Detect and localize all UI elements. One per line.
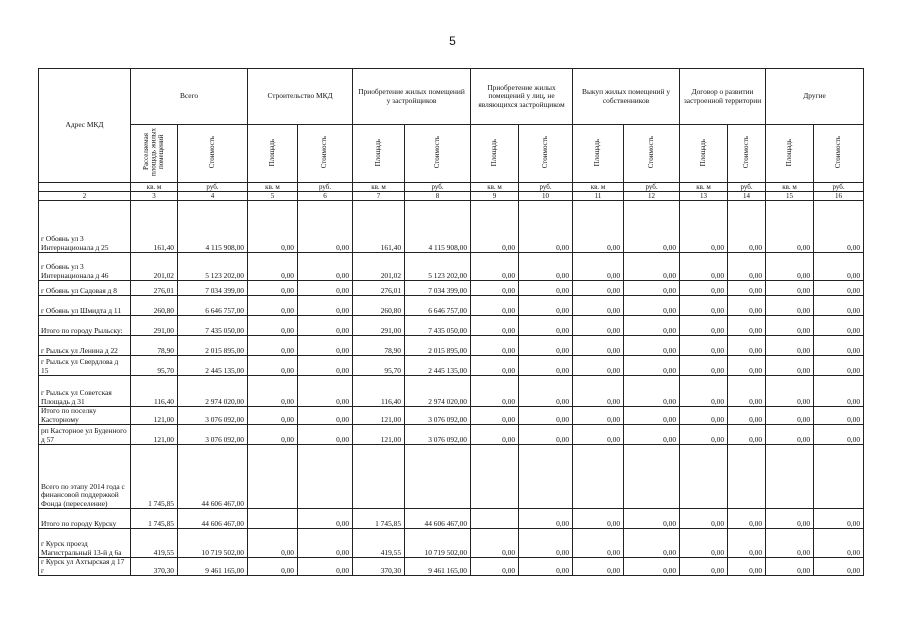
value-cell: 0,00 — [766, 201, 814, 253]
value-cell: 0,00 — [471, 356, 519, 376]
column-number-row — [39, 192, 864, 201]
value-cell: 44 606 467,00 — [178, 509, 248, 529]
value-cell: 0,00 — [519, 336, 573, 356]
address-cell: рп Касторное ул Буденного д 57 — [39, 425, 131, 445]
address-cell: Итого по городу Курску — [39, 509, 131, 529]
table-row — [39, 296, 864, 316]
group-header: Выкуп жилых помещений у собственников — [573, 69, 680, 125]
address-cell: г Обоянь ул 3 Интернационала д 25 — [39, 201, 131, 253]
value-cell: 121,00 — [131, 407, 178, 425]
value-cell: 0,00 — [298, 529, 353, 558]
unit-cell: руб. — [624, 183, 680, 192]
value-cell: 0,00 — [471, 281, 519, 296]
value-cell: 7 435 050,00 — [178, 316, 248, 336]
value-cell: 0,00 — [814, 316, 864, 336]
sub-header-label: Площадь — [267, 138, 276, 166]
page-number: 5 — [449, 34, 456, 48]
value-cell: 0,00 — [728, 316, 766, 336]
value-cell: 0,00 — [298, 356, 353, 376]
value-cell: 0,00 — [573, 529, 624, 558]
value-cell: 0,00 — [680, 201, 728, 253]
value-cell: 9 461 165,00 — [405, 558, 471, 576]
value-cell: 0,00 — [573, 296, 624, 316]
address-cell: г Обоянь ул Садовая д 8 — [39, 281, 131, 296]
value-cell: 0,00 — [680, 253, 728, 281]
value-cell: 78,90 — [353, 336, 405, 356]
value-cell: 7 034 399,00 — [405, 281, 471, 296]
value-cell: 0,00 — [728, 296, 766, 316]
group-header: Строительство МКД — [248, 69, 353, 125]
column-number-cell: 11 — [573, 192, 624, 201]
value-cell: 0,00 — [519, 356, 573, 376]
value-cell: 0,00 — [519, 529, 573, 558]
value-cell: 161,40 — [131, 201, 178, 253]
value-cell: 0,00 — [766, 407, 814, 425]
value-cell: 0,00 — [519, 201, 573, 253]
value-cell: 0,00 — [471, 376, 519, 407]
sub-header-cell — [680, 125, 728, 183]
value-cell: 0,00 — [814, 558, 864, 576]
value-cell: 0,00 — [248, 529, 298, 558]
unit-cell: кв. м — [680, 183, 728, 192]
value-cell: 0,00 — [519, 509, 573, 529]
sub-header-label: Стоимость — [833, 136, 842, 169]
column-number-cell: 13 — [680, 192, 728, 201]
value-cell: 2 445 135,00 — [178, 356, 248, 376]
value-cell: 0,00 — [471, 336, 519, 356]
sub-header-label: Стоимость — [207, 136, 216, 169]
sub-header-label: Площадь — [698, 138, 707, 166]
table-row — [39, 253, 864, 281]
value-cell: 0,00 — [624, 425, 680, 445]
column-number-cell: 12 — [624, 192, 680, 201]
value-cell: 0,00 — [573, 201, 624, 253]
value-cell: 0,00 — [624, 509, 680, 529]
value-cell: 0,00 — [766, 253, 814, 281]
column-number-cell: 14 — [728, 192, 766, 201]
value-cell: 7 034 399,00 — [178, 281, 248, 296]
value-cell — [728, 445, 766, 509]
value-cell: 291,00 — [353, 316, 405, 336]
group-header: Всего — [131, 69, 248, 125]
value-cell: 0,00 — [298, 253, 353, 281]
value-cell: 0,00 — [814, 356, 864, 376]
value-cell — [519, 445, 573, 509]
value-cell: 0,00 — [471, 558, 519, 576]
value-cell — [353, 445, 405, 509]
value-cell: 95,70 — [353, 356, 405, 376]
value-cell: 0,00 — [680, 296, 728, 316]
value-cell: 0,00 — [298, 316, 353, 336]
value-cell: 3 076 092,00 — [178, 407, 248, 425]
value-cell: 6 646 757,00 — [405, 296, 471, 316]
address-cell: г Обоянь ул 3 Интернационала д 46 — [39, 253, 131, 281]
resettlement-table-sheet — [38, 68, 863, 576]
value-cell: 0,00 — [248, 253, 298, 281]
table-row — [39, 281, 864, 296]
sub-header-label: Стоимость — [432, 136, 441, 169]
column-number-cell: 8 — [405, 192, 471, 201]
value-cell: 0,00 — [248, 201, 298, 253]
value-cell: 161,40 — [353, 201, 405, 253]
sub-header-label: Стоимость — [540, 136, 549, 169]
unit-cell: кв. м — [248, 183, 298, 192]
sub-header-label: Площадь — [593, 138, 602, 166]
value-cell: 1 745,85 — [353, 509, 405, 529]
group-header: Приобретение жилых помещений у лиц, не являющихся застройщиком — [471, 69, 573, 125]
value-cell: 0,00 — [814, 296, 864, 316]
unit-cell: руб. — [814, 183, 864, 192]
value-cell: 0,00 — [298, 558, 353, 576]
value-cell: 0,00 — [298, 281, 353, 296]
value-cell: 0,00 — [298, 407, 353, 425]
value-cell: 370,30 — [131, 558, 178, 576]
resettlement-table — [38, 68, 864, 576]
value-cell: 260,80 — [353, 296, 405, 316]
value-cell — [573, 445, 624, 509]
value-cell: 10 719 502,00 — [178, 529, 248, 558]
unit-cell: руб. — [728, 183, 766, 192]
value-cell: 0,00 — [728, 356, 766, 376]
value-cell: 0,00 — [471, 253, 519, 281]
value-cell: 2 015 895,00 — [405, 336, 471, 356]
value-cell: 0,00 — [766, 529, 814, 558]
table-row — [39, 376, 864, 407]
value-cell: 0,00 — [728, 407, 766, 425]
value-cell: 0,00 — [680, 425, 728, 445]
table-row — [39, 316, 864, 336]
table-row — [39, 336, 864, 356]
value-cell: 2 445 135,00 — [405, 356, 471, 376]
table-row — [39, 445, 864, 509]
value-cell: 0,00 — [680, 558, 728, 576]
value-cell: 370,30 — [353, 558, 405, 576]
column-number-cell: 10 — [519, 192, 573, 201]
value-cell: 5 123 202,00 — [178, 253, 248, 281]
value-cell: 0,00 — [624, 558, 680, 576]
value-cell: 4 115 908,00 — [178, 201, 248, 253]
value-cell: 0,00 — [248, 425, 298, 445]
column-number-cell: 4 — [178, 192, 248, 201]
value-cell: 0,00 — [573, 425, 624, 445]
sub-header-cell — [178, 125, 248, 183]
unit-cell: кв. м — [573, 183, 624, 192]
value-cell: 0,00 — [573, 356, 624, 376]
value-cell: 0,00 — [471, 316, 519, 336]
value-cell: 0,00 — [624, 316, 680, 336]
value-cell: 0,00 — [766, 296, 814, 316]
value-cell: 0,00 — [728, 376, 766, 407]
sub-header-label: Площадь — [373, 138, 382, 166]
value-cell: 0,00 — [298, 296, 353, 316]
sub-header-cell — [298, 125, 353, 183]
value-cell: 44 606 467,00 — [405, 509, 471, 529]
value-cell: 0,00 — [471, 425, 519, 445]
unit-cell: кв. м — [353, 183, 405, 192]
table-row — [39, 509, 864, 529]
value-cell: 5 123 202,00 — [405, 253, 471, 281]
value-cell: 0,00 — [573, 509, 624, 529]
sub-header-cell — [519, 125, 573, 183]
header-group-row — [39, 69, 864, 125]
sub-header-cell — [471, 125, 519, 183]
value-cell: 0,00 — [471, 407, 519, 425]
value-cell — [471, 509, 519, 529]
value-cell: 0,00 — [624, 407, 680, 425]
value-cell — [766, 445, 814, 509]
value-cell: 0,00 — [248, 356, 298, 376]
value-cell: 0,00 — [624, 356, 680, 376]
address-cell: Итого по поселку Касторному — [39, 407, 131, 425]
value-cell: 4 115 908,00 — [405, 201, 471, 253]
address-cell: г Курск проезд Магистральный 13-й д 6а — [39, 529, 131, 558]
value-cell: 0,00 — [471, 201, 519, 253]
address-cell: г Рыльск ул Свердлова д 15 — [39, 356, 131, 376]
value-cell: 0,00 — [728, 201, 766, 253]
value-cell: 0,00 — [728, 529, 766, 558]
value-cell: 2 015 895,00 — [178, 336, 248, 356]
column-number-cell: 2 — [39, 192, 131, 201]
value-cell: 0,00 — [471, 529, 519, 558]
value-cell: 116,40 — [131, 376, 178, 407]
value-cell: 116,40 — [353, 376, 405, 407]
value-cell: 0,00 — [624, 281, 680, 296]
value-cell: 0,00 — [814, 201, 864, 253]
address-cell: Всего по этапу 2014 года с финансовой поддержкой Фонда (переселение) — [39, 445, 131, 509]
value-cell: 0,00 — [624, 529, 680, 558]
value-cell: 0,00 — [519, 425, 573, 445]
value-cell: 0,00 — [766, 558, 814, 576]
table-row — [39, 356, 864, 376]
value-cell: 0,00 — [680, 376, 728, 407]
value-cell: 260,80 — [131, 296, 178, 316]
value-cell: 0,00 — [728, 558, 766, 576]
value-cell: 0,00 — [298, 509, 353, 529]
value-cell: 0,00 — [519, 281, 573, 296]
value-cell — [624, 445, 680, 509]
value-cell: 0,00 — [519, 253, 573, 281]
value-cell: 0,00 — [624, 376, 680, 407]
value-cell — [680, 445, 728, 509]
value-cell: 0,00 — [573, 376, 624, 407]
value-cell: 0,00 — [814, 529, 864, 558]
table-row — [39, 558, 864, 576]
sub-header-cell — [766, 125, 814, 183]
value-cell: 10 719 502,00 — [405, 529, 471, 558]
value-cell: 0,00 — [728, 281, 766, 296]
value-cell: 2 974 020,00 — [405, 376, 471, 407]
units-row — [39, 183, 864, 192]
address-cell: г Курск ул Ахтырская д 17 г — [39, 558, 131, 576]
value-cell: 44 606 467,00 — [178, 445, 248, 509]
value-cell: 0,00 — [471, 296, 519, 316]
value-cell: 0,00 — [814, 281, 864, 296]
value-cell: 0,00 — [248, 281, 298, 296]
unit-cell: руб. — [519, 183, 573, 192]
value-cell: 0,00 — [766, 425, 814, 445]
value-cell: 9 461 165,00 — [178, 558, 248, 576]
sub-header-cell — [573, 125, 624, 183]
value-cell: 0,00 — [680, 316, 728, 336]
sub-header-label: Площадь — [489, 138, 498, 166]
unit-cell: кв. м — [471, 183, 519, 192]
value-cell: 121,00 — [131, 425, 178, 445]
value-cell: 121,00 — [353, 407, 405, 425]
value-cell: 3 076 092,00 — [405, 425, 471, 445]
value-cell: 1 745,85 — [131, 445, 178, 509]
sub-header-cell — [353, 125, 405, 183]
column-number-cell: 3 — [131, 192, 178, 201]
sub-header-label: Расселяемая площадь жилых помещений — [141, 128, 165, 177]
unit-cell: руб. — [178, 183, 248, 192]
value-cell: 0,00 — [248, 296, 298, 316]
value-cell: 0,00 — [573, 316, 624, 336]
value-cell: 201,02 — [131, 253, 178, 281]
unit-cell: кв. м — [766, 183, 814, 192]
table-row — [39, 407, 864, 425]
value-cell: 6 646 757,00 — [178, 296, 248, 316]
sub-header-label: Стоимость — [320, 136, 329, 169]
value-cell: 0,00 — [248, 558, 298, 576]
value-cell: 0,00 — [680, 356, 728, 376]
value-cell: 0,00 — [814, 376, 864, 407]
value-cell: 2 974 020,00 — [178, 376, 248, 407]
column-number-cell: 9 — [471, 192, 519, 201]
sub-header-cell — [405, 125, 471, 183]
address-cell: г Обоянь ул Шмидта д 11 — [39, 296, 131, 316]
value-cell: 3 076 092,00 — [178, 425, 248, 445]
value-cell: 0,00 — [519, 376, 573, 407]
value-cell: 201,02 — [353, 253, 405, 281]
value-cell: 0,00 — [814, 425, 864, 445]
value-cell — [814, 445, 864, 509]
value-cell: 0,00 — [814, 253, 864, 281]
value-cell: 0,00 — [624, 253, 680, 281]
value-cell: 7 435 050,00 — [405, 316, 471, 336]
sub-header-label: Стоимость — [741, 136, 750, 169]
value-cell: 0,00 — [728, 509, 766, 529]
value-cell: 0,00 — [298, 336, 353, 356]
value-cell: 0,00 — [728, 336, 766, 356]
group-header: Приобретение жилых помещений у застройщиков — [353, 69, 471, 125]
value-cell: 121,00 — [353, 425, 405, 445]
sub-header-cell — [624, 125, 680, 183]
value-cell: 3 076 092,00 — [405, 407, 471, 425]
value-cell: 0,00 — [624, 296, 680, 316]
value-cell: 0,00 — [766, 376, 814, 407]
value-cell: 95,70 — [131, 356, 178, 376]
value-cell: 0,00 — [519, 407, 573, 425]
sub-header-label: Площадь — [784, 138, 793, 166]
column-number-cell: 6 — [298, 192, 353, 201]
column-number-cell: 5 — [248, 192, 298, 201]
value-cell — [248, 509, 298, 529]
unit-cell: руб. — [405, 183, 471, 192]
unit-cell: руб. — [298, 183, 353, 192]
value-cell: 78,90 — [131, 336, 178, 356]
value-cell: 0,00 — [519, 296, 573, 316]
table-row — [39, 201, 864, 253]
table-row — [39, 425, 864, 445]
value-cell: 419,55 — [353, 529, 405, 558]
value-cell: 0,00 — [680, 509, 728, 529]
value-cell — [248, 445, 298, 509]
value-cell: 0,00 — [573, 558, 624, 576]
column-number-cell: 7 — [353, 192, 405, 201]
value-cell: 0,00 — [519, 558, 573, 576]
value-cell: 0,00 — [728, 425, 766, 445]
value-cell: 0,00 — [680, 336, 728, 356]
value-cell: 0,00 — [624, 201, 680, 253]
column-number-cell: 16 — [814, 192, 864, 201]
value-cell: 276,01 — [353, 281, 405, 296]
value-cell: 0,00 — [248, 376, 298, 407]
column-number-cell: 15 — [766, 192, 814, 201]
sub-header-cell — [814, 125, 864, 183]
value-cell: 291,00 — [131, 316, 178, 336]
sub-header-cell — [728, 125, 766, 183]
value-cell — [471, 445, 519, 509]
value-cell: 0,00 — [766, 336, 814, 356]
value-cell: 0,00 — [728, 253, 766, 281]
group-header: Договор о развитии застроенной территории — [680, 69, 766, 125]
value-cell: 0,00 — [519, 316, 573, 336]
value-cell — [405, 445, 471, 509]
address-header: Адрес МКД — [39, 69, 131, 183]
value-cell: 0,00 — [624, 336, 680, 356]
value-cell: 0,00 — [814, 509, 864, 529]
value-cell: 0,00 — [814, 336, 864, 356]
value-cell: 0,00 — [680, 281, 728, 296]
header-sub-row — [39, 125, 864, 183]
value-cell: 0,00 — [573, 407, 624, 425]
value-cell: 0,00 — [680, 407, 728, 425]
value-cell: 0,00 — [573, 281, 624, 296]
units-cell-empty — [39, 183, 131, 192]
value-cell: 0,00 — [766, 509, 814, 529]
value-cell: 0,00 — [248, 316, 298, 336]
value-cell: 0,00 — [573, 336, 624, 356]
value-cell: 0,00 — [298, 425, 353, 445]
value-cell: 0,00 — [814, 407, 864, 425]
value-cell: 0,00 — [248, 336, 298, 356]
address-cell: г Рыльск ул Ленина д 22 — [39, 336, 131, 356]
value-cell: 0,00 — [680, 529, 728, 558]
value-cell: 276,01 — [131, 281, 178, 296]
value-cell: 0,00 — [248, 407, 298, 425]
value-cell — [298, 445, 353, 509]
value-cell: 0,00 — [766, 281, 814, 296]
value-cell: 419,55 — [131, 529, 178, 558]
value-cell: 0,00 — [766, 316, 814, 336]
value-cell: 0,00 — [298, 201, 353, 253]
table-row — [39, 529, 864, 558]
value-cell: 1 745,85 — [131, 509, 178, 529]
value-cell: 0,00 — [573, 253, 624, 281]
value-cell: 0,00 — [298, 376, 353, 407]
value-cell: 0,00 — [766, 356, 814, 376]
address-cell: Итого по городу Рыльску: — [39, 316, 131, 336]
sub-header-label: Стоимость — [646, 136, 655, 169]
address-cell: г Рыльск ул Советская Площадь д 31 — [39, 376, 131, 407]
group-header: Другие — [766, 69, 864, 125]
sub-header-cell — [248, 125, 298, 183]
sub-header-cell — [131, 125, 178, 183]
unit-cell: кв. м — [131, 183, 178, 192]
